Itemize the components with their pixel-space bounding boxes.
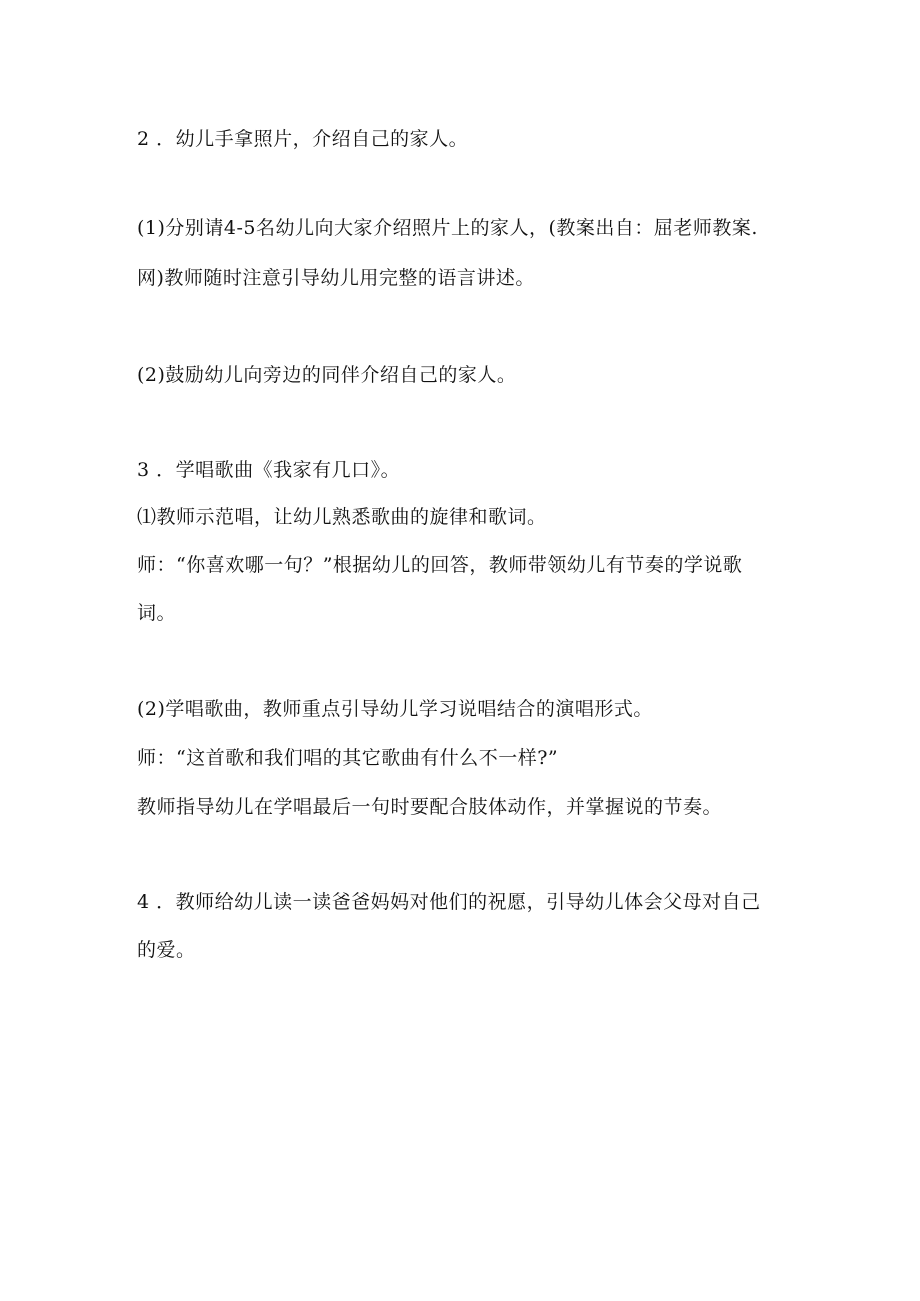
step-2-heading: 2 ．幼儿手拿照片，介绍自己的家人。 — [137, 128, 469, 150]
step-2-1-line-2: 网)教师随时注意引导幼儿用完整的语言讲述。 — [137, 267, 535, 289]
teacher-question-1-line-2: 词。 — [137, 602, 177, 624]
step-3-1: ⑴教师示范唱，让幼儿熟悉歌曲的旋律和歌词。 — [137, 506, 547, 528]
step-4-line-1: 4 ．教师给幼儿读一读爸爸妈妈对他们的祝愿，引导幼儿体会父母对自己 — [137, 891, 761, 913]
teacher-guidance: 教师指导幼儿在学唱最后一句时要配合肢体动作，并掌握说的节奏。 — [137, 796, 723, 818]
step-3-2: (2)学唱歌曲，教师重点引导幼儿学习说唱结合的演唱形式。 — [137, 698, 653, 720]
step-3-heading: 3 ．学唱歌曲《我家有几口》。 — [137, 459, 401, 481]
step-2-2: (2)鼓励幼儿向旁边的同伴介绍自己的家人。 — [137, 364, 517, 386]
teacher-question-1-line-1: 师：“你喜欢哪一句？”根据幼儿的回答，教师带领幼儿有节奏的学说歌 — [137, 554, 743, 576]
teacher-question-2: 师：“这首歌和我们唱的其它歌曲有什么不一样?” — [137, 747, 559, 769]
step-4-line-2: 的爱。 — [137, 939, 196, 961]
step-2-1-line-1: (1)分别请4-5名幼儿向大家介绍照片上的家人，(教案出自：屈老师教案. — [137, 217, 758, 239]
